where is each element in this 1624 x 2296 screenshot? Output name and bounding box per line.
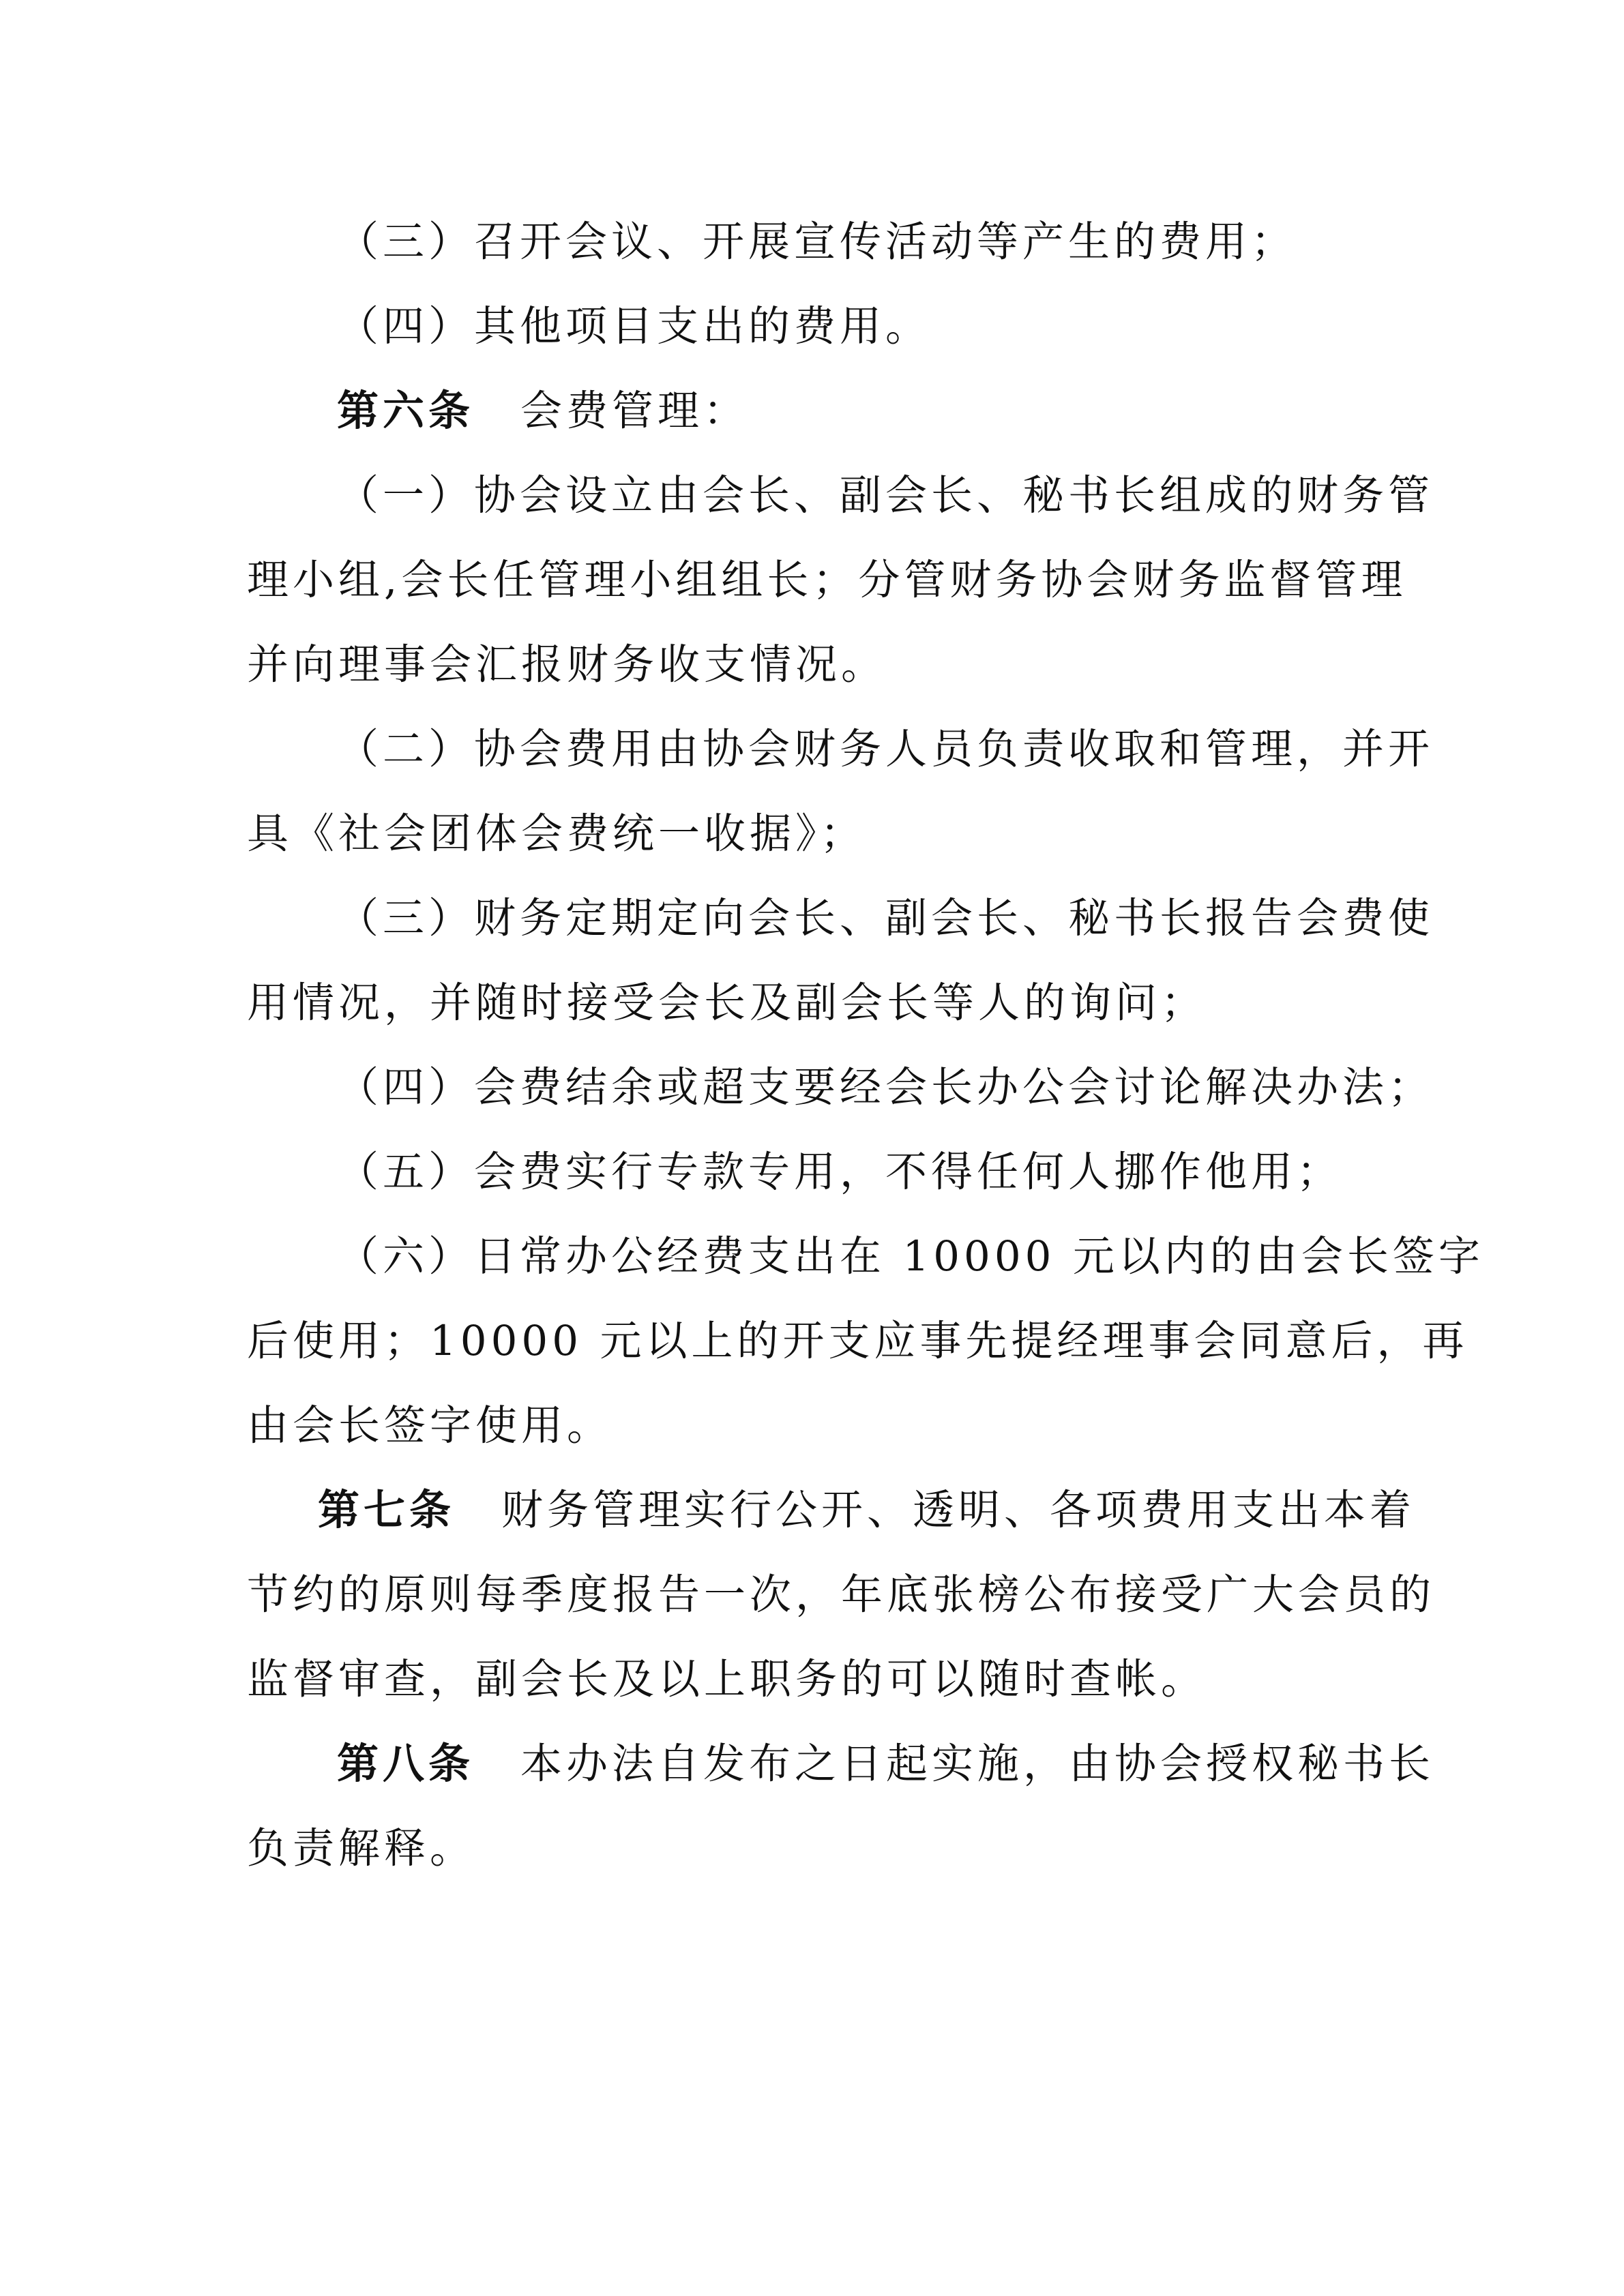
article-number: 第七条 — [318, 1486, 456, 1534]
paragraph-line — [247, 623, 1381, 707]
text-line: （二）协会费用由协会财务人员负责收取和管理，并开 — [337, 725, 1434, 773]
article-number: 第八条 — [337, 1740, 475, 1788]
paragraph-line — [247, 1384, 1381, 1468]
text-line: 节约的原则每季度报告一次，年底张榜公布接受广大会员的 — [247, 1570, 1436, 1619]
paragraph-line — [247, 453, 1434, 538]
document-body — [247, 200, 1484, 1891]
paragraph-line — [247, 1045, 1434, 1130]
text-line: 用情况，并随时接受会长及副会长等人的询问； — [247, 979, 1207, 1027]
text-line: （四）会费结余或超支要经会长办公会讨论解决办法； — [337, 1063, 1434, 1112]
article-number: 第六条 — [337, 387, 475, 435]
text-line: （一）协会设立由会长、副会长、秘书长组成的财务管 — [337, 471, 1434, 520]
article-6-heading — [247, 369, 1381, 453]
paragraph-line — [247, 1130, 1381, 1214]
text-line: 监督审查，副会长及以上职务的可以随时查帐。 — [247, 1655, 1207, 1703]
text-line: 理小组,会长任管理小组组长；分管财务协会财务监督管理 — [247, 556, 1407, 604]
text-line: （六）日常办公经费支出在 10000 元以内的由会长签字 — [337, 1232, 1484, 1281]
text-line: （五）会费实行专款专用，不得任何人挪作他用； — [337, 1148, 1343, 1196]
text-line: （三）财务定期定向会长、副会长、秘书长报告会费使 — [337, 894, 1434, 942]
article-8-line — [247, 1722, 1435, 1806]
text-line: （四）其他项目支出的费用。 — [337, 302, 932, 351]
text-line: （三）召开会议、开展宣传活动等产生的费用； — [337, 218, 1297, 266]
text-line: 本办法自发布之日起实施，由协会授权秘书长 — [520, 1740, 1435, 1788]
article-7-line — [247, 1468, 1416, 1553]
paragraph-line — [247, 707, 1434, 792]
paragraph-line — [247, 1214, 1484, 1299]
article-title: 会费管理： — [520, 387, 750, 435]
paragraph-line — [247, 792, 1381, 876]
text-line: 并向理事会汇报财务收支情况。 — [247, 640, 887, 689]
paragraph-line — [247, 961, 1381, 1045]
text-line: 具《社会团体会费统一收据》； — [247, 809, 866, 858]
text-line: 由会长签字使用。 — [247, 1401, 613, 1450]
paragraph-item-3-fees — [247, 200, 1381, 284]
paragraph-line — [247, 1637, 1381, 1722]
text-line: 财务管理实行公开、透明、各项费用支出本着 — [501, 1486, 1416, 1534]
paragraph-line — [247, 1299, 1468, 1384]
text-line: 后使用；10000 元以上的开支应事先提经理事会同意后，再 — [247, 1317, 1468, 1365]
paragraph-item-4-other — [247, 284, 1381, 369]
paragraph-line — [247, 538, 1407, 623]
paragraph-line — [247, 1806, 1381, 1891]
paragraph-line — [247, 1553, 1436, 1637]
text-line: 负责解释。 — [247, 1824, 476, 1873]
paragraph-line — [247, 876, 1434, 961]
